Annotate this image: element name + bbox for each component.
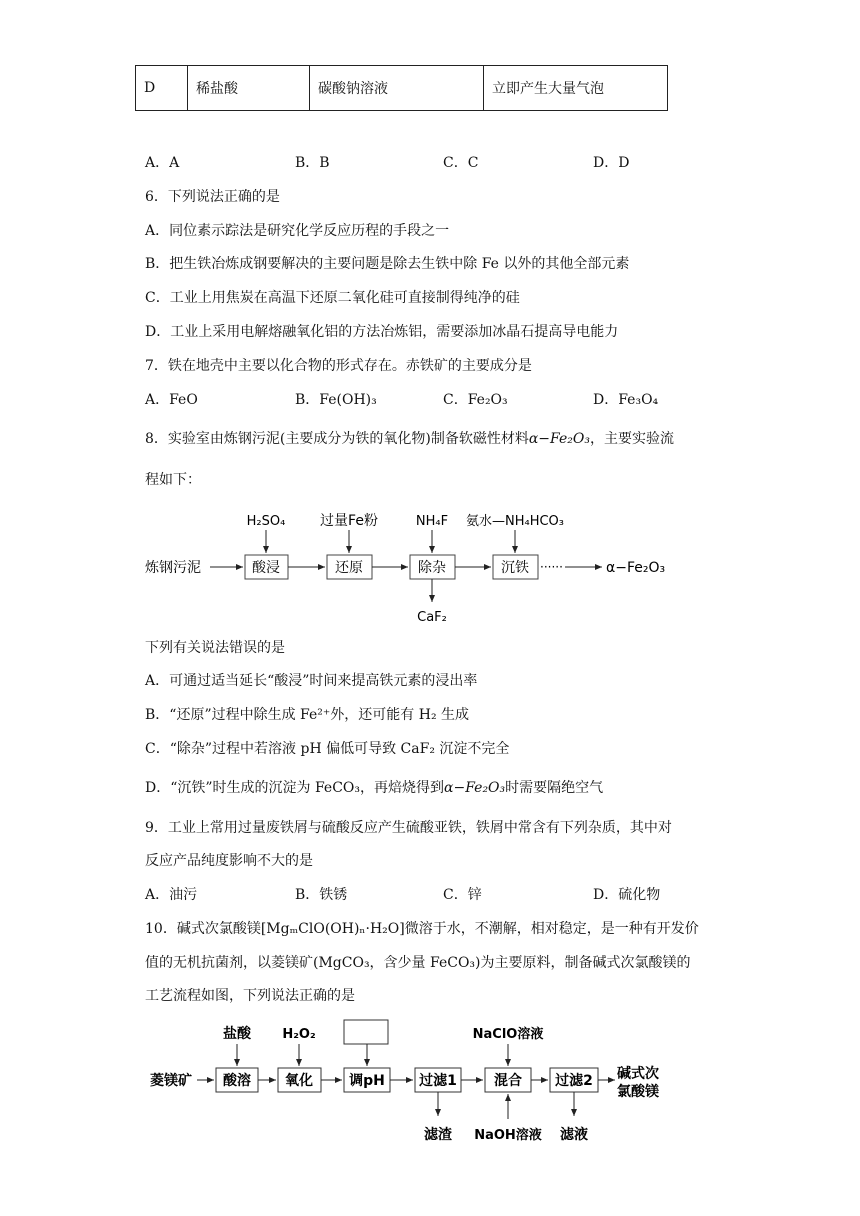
q10-input-label: 盐酸	[223, 1026, 251, 1042]
q8-sub-stem: 下列有关说法错误的是	[145, 640, 285, 656]
q10-stem-line3: 工艺流程如图，下列说法正确的是	[145, 988, 355, 1004]
q10-flow-start: 菱镁矿	[150, 1073, 192, 1089]
q10-flow-diagram	[145, 1016, 705, 1151]
q7-option-b: B．Fe(OH)₃	[295, 392, 377, 408]
q10-stem-line1: 10．碱式次氯酸镁[MgₘClO(OH)ₙ·H₂O]微溶于水，不潮解，相对稳定，是一种有开发价	[145, 921, 699, 937]
table-cell: 立即产生大量气泡	[484, 66, 668, 111]
q8-stem-tail: ，主要实验流	[589, 431, 674, 447]
table-row	[136, 66, 668, 111]
q8-input-label: 过量Fe粉	[320, 513, 378, 529]
q8-option-d-tail: 时需要隔绝空气	[505, 780, 604, 796]
q10-flow-end-line2: 氯酸镁	[617, 1084, 659, 1100]
q7-stem: 7．铁在地壳中主要以化合物的形式存在。赤铁矿的主要成分是	[145, 358, 532, 374]
q9-stem-line1: 9．工业上常用过量废铁屑与硫酸反应产生硫酸亚铁，铁屑中常含有下列杂质，其中对	[145, 820, 672, 836]
q10-box-label: 酸溶	[223, 1073, 251, 1089]
q10-box-label: 过滤1	[419, 1073, 457, 1089]
q10-box-label: 过滤2	[555, 1073, 593, 1089]
q7-option-c: C．Fe₂O₃	[443, 392, 508, 408]
q6-option-a: A．同位素示踪法是研究化学反应历程的手段之一	[145, 223, 450, 239]
q8-input-label: NH₄F	[415, 514, 449, 529]
q5-option-a: A．A	[145, 155, 180, 171]
q10-input-label: H₂O₂	[282, 1027, 316, 1042]
q8-formula: α−Fe₂O₃	[528, 431, 590, 447]
q9-option-c: C．锌	[443, 887, 482, 903]
q6-option-b: B．把生铁冶炼成钢要解决的主要问题是除去生铁中除 Fe 以外的其他全部元素	[145, 256, 630, 272]
q8-flow-end: α−Fe₂O₃	[606, 560, 666, 576]
q8-box-label: 酸浸	[252, 560, 280, 576]
table-cell: 稀盐酸	[188, 66, 310, 111]
q9-stem-line2: 反应产品纯度影响不大的是	[145, 853, 313, 869]
q9-option-a: A．油污	[145, 887, 198, 903]
q10-stem-line2: 值的无机抗菌剂，以菱镁矿(MgCO₃，含少量 FeCO₃)为主要原料，制备碱式次氯酸镁的	[145, 955, 691, 971]
q8-option-c: C．“除杂”过程中若溶液 pH 偏低可导致 CaF₂ 沉淀不完全	[145, 741, 510, 757]
q8-option-b: B．“还原”过程中除生成 Fe²⁺外，还可能有 H₂ 生成	[145, 707, 470, 723]
q10-box-label: 调pH	[349, 1073, 385, 1089]
q10-blank-reagent-box	[344, 1020, 388, 1044]
q10-below-label: NaOH溶液	[474, 1128, 542, 1143]
table-cell: 碳酸钠溶液	[310, 66, 484, 111]
q10-below-label: 滤渣	[424, 1127, 452, 1143]
table-cell: D	[136, 66, 188, 111]
q5-option-d: D．D	[593, 155, 630, 171]
q8-box-label: 除杂	[418, 560, 446, 576]
q8-option-d-text: D．“沉铁”时生成的沉淀为 FeCO₃，再焙烧得到	[145, 780, 445, 796]
q10-input-label: NaClO溶液	[472, 1027, 544, 1042]
q8-input-label: H₂SO₄	[246, 514, 286, 529]
q8-stem-text: 8．实验室由炼钢污泥(主要成分为铁的氧化物)制备软磁性材料	[145, 431, 529, 447]
q8-flow-diagram	[140, 505, 680, 630]
q10-box-label: 混合	[494, 1073, 522, 1089]
q6-stem: 6．下列说法正确的是	[145, 189, 280, 205]
q9-option-d: D．硫化物	[593, 887, 661, 903]
q8-option-d-formula: α−Fe₂O₃	[444, 780, 506, 796]
q6-option-c: C．工业上用焦炭在高温下还原二氧化硅可直接制得纯净的硅	[145, 290, 520, 306]
q10-below-label: 滤液	[560, 1127, 588, 1143]
q8-box-label: 沉铁	[501, 560, 529, 576]
q10-box-label: 氧化	[285, 1073, 313, 1089]
q8-stem-line1	[145, 429, 674, 449]
q8-option-a: A．可通过适当延长“酸浸”时间来提高铁元素的浸出率	[145, 673, 478, 689]
q8-flow-start: 炼钢污泥	[145, 560, 201, 576]
q5-option-b: B．B	[295, 155, 330, 171]
answer-table	[135, 65, 668, 111]
q6-option-d: D．工业上采用电解熔融氧化铝的方法冶炼铝，需要添加冰晶石提高导电能力	[145, 324, 619, 340]
q8-output-label: CaF₂	[417, 610, 447, 625]
q8-flow-dots: ······	[540, 560, 563, 574]
q9-option-b: B．铁锈	[295, 887, 348, 903]
q7-option-d: D．Fe₃O₄	[593, 392, 659, 408]
q8-input-label: 氨水—NH₄HCO₃	[465, 514, 565, 529]
q7-option-a: A．FeO	[145, 392, 198, 408]
q8-option-d	[145, 778, 603, 798]
q8-box-label: 还原	[335, 560, 363, 576]
q10-flow-end-line1: 碱式次	[617, 1066, 659, 1082]
q8-stem-line2: 程如下：	[145, 472, 201, 488]
q5-option-c: C．C	[443, 155, 479, 171]
